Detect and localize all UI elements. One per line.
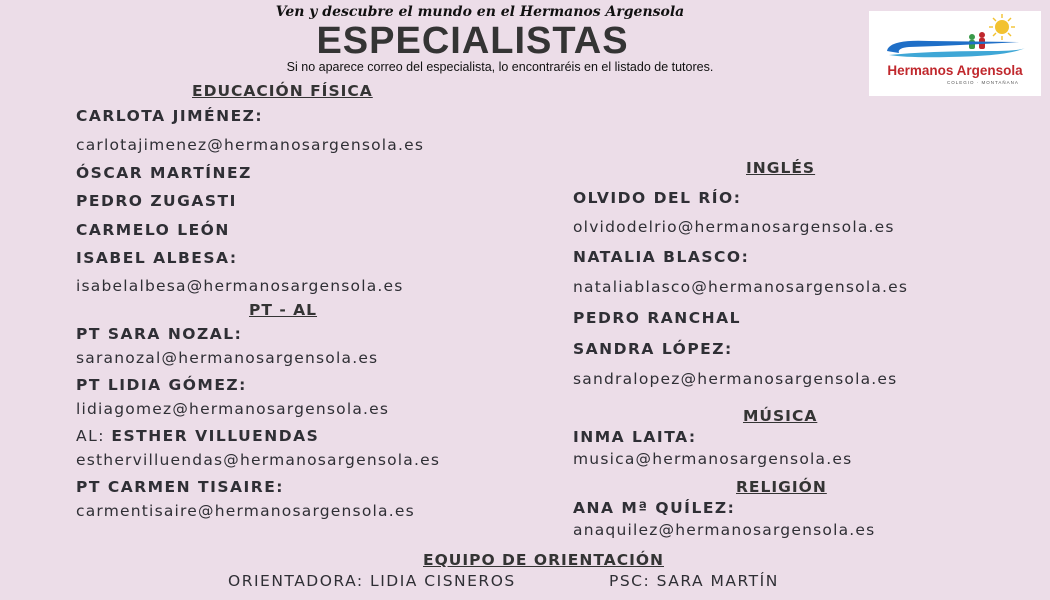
teacher-name-inma: INMA LAITA: (573, 428, 697, 446)
teacher-name-sara-nozal: PT SARA NOZAL: (76, 325, 243, 343)
teacher-email-isabel[interactable]: isabelalbesa@hermanosargensola.es (76, 277, 404, 295)
teacher-role-al: AL: (76, 427, 112, 445)
logo-subtitle: COLEGIO · MONTAÑANA (947, 80, 1019, 85)
logo-graphic (869, 11, 1041, 63)
heading-musica: MÚSICA (743, 407, 818, 425)
teacher-name-carmen: PT CARMEN TISAIRE: (76, 478, 285, 496)
teacher-name-pedro-ranchal: PEDRO RANCHAL (573, 309, 741, 327)
tagline: Ven y descubre el mundo en el Hermanos Argensola (275, 4, 685, 20)
teacher-email-carmen[interactable]: carmentisaire@hermanosargensola.es (76, 502, 415, 520)
heading-orientacion: EQUIPO DE ORIENTACIÓN (423, 551, 664, 569)
page-title: ESPECIALISTAS (316, 20, 629, 62)
teacher-name-esther: ESTHER VILLUENDAS (111, 427, 320, 445)
teacher-name-sandra: SANDRA LÓPEZ: (573, 340, 733, 358)
children-icon (969, 32, 985, 49)
heading-educacion-fisica: EDUCACIÓN FÍSICA (192, 82, 373, 100)
teacher-name-isabel: ISABEL ALBESA: (76, 249, 238, 267)
teacher-email-sandra[interactable]: sandralopez@hermanosargensola.es (573, 370, 898, 388)
school-logo (869, 11, 1041, 96)
teacher-email-esther[interactable]: esthervilluendas@hermanosargensola.es (76, 451, 441, 469)
logo-name: Hermanos Argensola (887, 63, 1023, 78)
teacher-email-inma[interactable]: musica@hermanosargensola.es (573, 450, 853, 468)
teacher-name-carlota: CARLOTA JIMÉNEZ: (76, 107, 264, 125)
teacher-name-lidia-gomez: PT LIDIA GÓMEZ: (76, 376, 247, 394)
psc-label: PSC: SARA MARTÍN (609, 572, 779, 590)
heading-religion: RELIGIÓN (736, 478, 827, 496)
teacher-name-carmelo: CARMELO LEÓN (76, 221, 230, 239)
teacher-name-ana: ANA Mª QUÍLEZ: (573, 499, 736, 517)
orientadora-label: ORIENTADORA: LIDIA CISNEROS (228, 572, 516, 590)
teacher-email-natalia[interactable]: nataliablasco@hermanosargensola.es (573, 278, 909, 296)
heading-ingles: INGLÉS (746, 159, 816, 177)
teacher-name-oscar: ÓSCAR MARTÍNEZ (76, 164, 252, 182)
teacher-email-ana[interactable]: anaquilez@hermanosargensola.es (573, 521, 876, 539)
heading-pt-al: PT - AL (249, 301, 318, 319)
info-note: Si no aparece correo del especialista, lo encontraréis en el listado de tutores. (286, 60, 714, 74)
teacher-name-olvido: OLVIDO DEL RÍO: (573, 189, 742, 207)
teacher-email-sara-nozal[interactable]: saranozal@hermanosargensola.es (76, 349, 379, 367)
teacher-email-olvido[interactable]: olvidodelrio@hermanosargensola.es (573, 218, 895, 236)
teacher-email-carlota[interactable]: carlotajimenez@hermanosargensola.es (76, 136, 425, 154)
teacher-esther (76, 427, 319, 445)
teacher-name-natalia: NATALIA BLASCO: (573, 248, 750, 266)
teacher-name-pedro-zugasti: PEDRO ZUGASTI (76, 192, 237, 210)
sun-icon (989, 14, 1015, 40)
teacher-email-lidia-gomez[interactable]: lidiagomez@hermanosargensola.es (76, 400, 390, 418)
